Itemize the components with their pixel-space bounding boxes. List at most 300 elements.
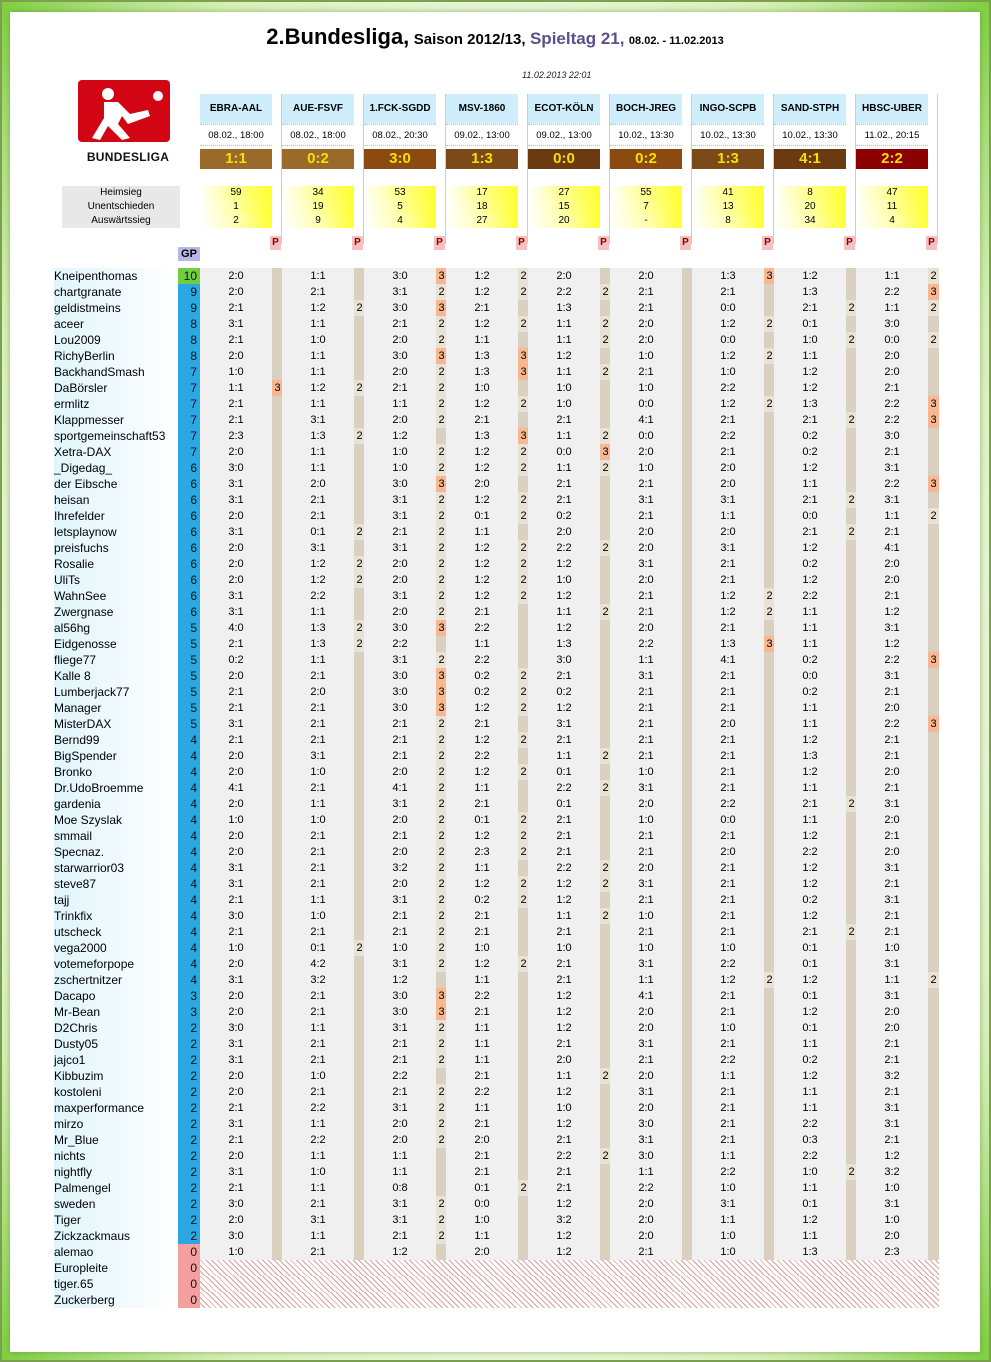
player-name[interactable]: geldistmeins <box>54 301 121 315</box>
player-name[interactable]: Eidgenosse <box>54 637 117 651</box>
tip-cell: 2:2 <box>692 1052 764 1068</box>
player-points: 5 <box>178 716 200 732</box>
tip-cell: 2:0 <box>446 476 518 492</box>
table-row <box>54 1212 939 1228</box>
tip-cell: 1:0 <box>692 1228 764 1244</box>
points-cell: 2 <box>518 844 529 860</box>
tip-cell: 1:3 <box>282 636 354 652</box>
table-row <box>54 924 939 940</box>
stat-label-draw: Unentschieden <box>62 200 180 214</box>
match-code: INGO-SCPB <box>692 94 764 124</box>
player-name[interactable]: nightfly <box>54 1165 93 1179</box>
tip-cell: 1:3 <box>774 1244 846 1260</box>
tip-cell: 2:1 <box>200 1100 272 1116</box>
tip-cell: 2:2 <box>774 1116 846 1132</box>
tip-cell: 2:1 <box>446 1068 518 1084</box>
player-name[interactable]: tiger.65 <box>54 1277 94 1291</box>
points-cell <box>928 908 939 924</box>
player-points: 7 <box>178 412 200 428</box>
points-cell: 2 <box>600 364 611 380</box>
tip-cell: 1:1 <box>282 444 354 460</box>
player-points: 0 <box>178 1292 200 1308</box>
points-cell <box>928 620 939 636</box>
player-name[interactable]: maxperformance <box>54 1101 145 1115</box>
tip-cell: 0:1 <box>774 1020 846 1036</box>
points-cell: 2 <box>436 876 447 892</box>
points-cell <box>928 1196 939 1212</box>
tip-cell: 3:2 <box>364 860 436 876</box>
tip-cell: 1:1 <box>528 1068 600 1084</box>
points-cell: 2 <box>928 268 939 284</box>
tip-cell: 3:2 <box>528 1212 600 1228</box>
match-code: 1.FCK-SGDD <box>364 94 436 124</box>
tip-cell: 2:1 <box>282 1196 354 1212</box>
player-name[interactable]: Manager <box>54 701 102 715</box>
tip-cell: 2:1 <box>610 476 682 492</box>
player-name[interactable]: smmail <box>54 829 92 843</box>
points-cell: 2 <box>436 556 447 572</box>
points-cell: 2 <box>518 396 529 412</box>
points-cell <box>928 764 939 780</box>
player-name[interactable]: steve87 <box>54 877 97 891</box>
table-row <box>54 1260 939 1276</box>
p-column-header: P <box>926 236 937 250</box>
tip-cell: 2:1 <box>446 604 518 620</box>
points-cell: 2 <box>600 876 611 892</box>
tip-cell: 2:1 <box>200 300 272 316</box>
player-name[interactable]: MisterDAX <box>54 717 112 731</box>
player-name[interactable]: chartgranate <box>54 285 122 299</box>
points-cell <box>928 316 939 332</box>
player-points: 5 <box>178 700 200 716</box>
tip-cell: 2:0 <box>282 476 354 492</box>
table-row <box>54 492 939 508</box>
tip-cell: 2:0 <box>856 1004 928 1020</box>
table-row <box>54 764 939 780</box>
tip-cell: 1:1 <box>774 348 846 364</box>
tip-cell: 2:1 <box>692 556 764 572</box>
tip-cell: 1:1 <box>446 972 518 988</box>
player-points: 4 <box>178 924 200 940</box>
tip-cell: 0:1 <box>446 1180 518 1196</box>
tip-cell: 2:1 <box>692 924 764 940</box>
tip-cell: 2:1 <box>282 732 354 748</box>
player-name[interactable]: Europleite <box>54 1261 109 1275</box>
player-name[interactable]: kostoleni <box>54 1085 102 1099</box>
player-name[interactable]: _Digedag_ <box>54 461 113 475</box>
player-name[interactable]: sportgemeinschaft53 <box>54 429 166 443</box>
points-cell: 2 <box>600 860 611 876</box>
tip-cell: 2:2 <box>282 588 354 604</box>
player-name[interactable]: letsplaynow <box>54 525 117 539</box>
tip-cell: 1:2 <box>282 556 354 572</box>
tip-cell: 4:1 <box>610 412 682 428</box>
tip-cell: 2:1 <box>200 892 272 908</box>
player-name[interactable]: Xetra-DAX <box>54 445 112 459</box>
points-cell: 2 <box>436 332 447 348</box>
player-points: 0 <box>178 1244 200 1260</box>
points-cell <box>928 540 939 556</box>
tip-cell: 3:0 <box>364 684 436 700</box>
tip-cell: 1:0 <box>446 1212 518 1228</box>
player-name[interactable]: Klappmesser <box>54 413 125 427</box>
points-cell: 2 <box>518 460 529 476</box>
player-name[interactable]: Lou2009 <box>54 333 101 347</box>
tip-cell: 2:1 <box>282 508 354 524</box>
table-row <box>54 1164 939 1180</box>
tip-cell: 3:1 <box>856 988 928 1004</box>
tip-cell: 2:1 <box>610 684 682 700</box>
points-cell: 2 <box>600 460 611 476</box>
league-title: 2.Bundesliga, <box>266 24 410 49</box>
tip-cell: 2:1 <box>610 748 682 764</box>
match-result: 0:2 <box>282 149 354 169</box>
player-points: 2 <box>178 1212 200 1228</box>
tip-cell: 3:1 <box>856 796 928 812</box>
tip-cell: 2:1 <box>610 284 682 300</box>
player-name[interactable]: Kneipenthomas <box>54 269 138 283</box>
tip-cell: 2:1 <box>774 796 846 812</box>
player-points: 4 <box>178 748 200 764</box>
player-name[interactable]: Mr_Blue <box>54 1133 99 1147</box>
points-cell <box>928 1004 939 1020</box>
points-cell: 2 <box>436 1116 447 1132</box>
tip-cell: 4:1 <box>856 540 928 556</box>
player-name[interactable]: Lumberjack77 <box>54 685 130 699</box>
match-code: HBSC-UBER <box>856 94 928 124</box>
tip-cell: 1:2 <box>528 1020 600 1036</box>
player-points: 4 <box>178 940 200 956</box>
points-cell: 3 <box>928 284 939 300</box>
tip-cell: 2:1 <box>856 524 928 540</box>
empty-tips-hatch <box>200 1292 939 1308</box>
tip-cell: 3:0 <box>856 428 928 444</box>
points-cell: 2 <box>518 444 529 460</box>
player-name[interactable]: Zickzackmaus <box>54 1229 131 1243</box>
header-tab <box>928 94 938 244</box>
stat-cell: 53 <box>364 186 436 200</box>
player-points: 6 <box>178 556 200 572</box>
match-header-8 <box>856 94 928 169</box>
tip-cell: 2:1 <box>856 828 928 844</box>
points-cell: 2 <box>600 780 611 796</box>
tip-cell: 2:0 <box>856 764 928 780</box>
tip-cell: 4:2 <box>282 956 354 972</box>
tip-cell: 2:1 <box>528 668 600 684</box>
p-column-header: P <box>598 236 609 250</box>
tip-cell: 1:3 <box>282 428 354 444</box>
tip-cell: 2:0 <box>856 364 928 380</box>
tip-cell: 2:1 <box>692 748 764 764</box>
stat-cell: 55 <box>610 186 682 200</box>
tip-cell: 3:1 <box>364 492 436 508</box>
points-cell <box>928 1100 939 1116</box>
tip-cell: 1:2 <box>528 1196 600 1212</box>
tip-cell: 1:2 <box>774 1068 846 1084</box>
player-name[interactable]: jajco1 <box>54 1053 86 1067</box>
tip-cell: 1:1 <box>856 972 928 988</box>
tip-cell: 3:0 <box>528 652 600 668</box>
player-name[interactable]: DaBörsler <box>54 381 108 395</box>
player-name[interactable]: nichts <box>54 1149 86 1163</box>
player-name[interactable]: Bernd99 <box>54 733 100 747</box>
tip-cell: 2:0 <box>528 524 600 540</box>
tip-cell: 3:1 <box>364 1196 436 1212</box>
player-name[interactable]: utscheck <box>54 925 102 939</box>
tip-cell: 1:0 <box>282 1068 354 1084</box>
player-name[interactable]: gardenia <box>54 797 101 811</box>
player-name[interactable]: Dr.UdoBroemme <box>54 781 144 795</box>
points-cell <box>928 956 939 972</box>
tip-cell: 1:1 <box>446 332 518 348</box>
stat-cell: 7 <box>610 200 682 214</box>
p-column-header: P <box>680 236 691 250</box>
stat-cell: 17 <box>446 186 518 200</box>
tip-cell: 2:1 <box>200 332 272 348</box>
tip-cell: 2:1 <box>856 732 928 748</box>
player-name[interactable]: D2Chris <box>54 1021 98 1035</box>
match-datetime: 09.02., 13:00 <box>446 124 518 146</box>
player-name[interactable]: Tiger <box>54 1213 81 1227</box>
tip-cell: 1:0 <box>610 812 682 828</box>
tip-cell: 1:1 <box>282 348 354 364</box>
player-name[interactable]: Palmengel <box>54 1181 111 1195</box>
player-name[interactable]: fliege77 <box>54 653 97 667</box>
tip-cell: 2:1 <box>774 300 846 316</box>
points-cell: 2 <box>436 572 447 588</box>
tip-cell: 2:1 <box>692 284 764 300</box>
tip-cell: 2:0 <box>200 1004 272 1020</box>
tip-cell: 2:1 <box>774 524 846 540</box>
player-name[interactable]: Zuckerberg <box>54 1293 115 1307</box>
tip-cell: 2:2 <box>856 396 928 412</box>
stat-cell: 20 <box>528 214 600 228</box>
tip-cell: 3:1 <box>364 892 436 908</box>
points-cell: 2 <box>436 524 447 540</box>
table-row <box>54 1244 939 1260</box>
tip-cell: 1:0 <box>282 1164 354 1180</box>
tip-cell: 2:1 <box>774 924 846 940</box>
points-cell: 2 <box>928 972 939 988</box>
tip-cell: 1:2 <box>528 1004 600 1020</box>
tip-cell: 1:3 <box>446 348 518 364</box>
player-name[interactable]: ermlitz <box>54 397 90 411</box>
player-points: 4 <box>178 828 200 844</box>
player-points: 6 <box>178 508 200 524</box>
match-datetime: 09.02., 13:00 <box>528 124 600 146</box>
tip-cell: 1:1 <box>774 620 846 636</box>
tip-cell: 1:2 <box>692 316 764 332</box>
points-cell: 3 <box>764 268 775 284</box>
player-name[interactable]: al56hg <box>54 621 91 635</box>
tip-cell: 1:2 <box>692 396 764 412</box>
player-points: 5 <box>178 652 200 668</box>
tip-cell: 2:1 <box>856 1052 928 1068</box>
table-row <box>54 908 939 924</box>
player-name[interactable]: Dusty05 <box>54 1037 99 1051</box>
stat-cell: 8 <box>692 214 764 228</box>
tip-cell: 1:2 <box>446 316 518 332</box>
tip-cell: 3:1 <box>364 540 436 556</box>
points-cell: 2 <box>436 1052 447 1068</box>
tip-cell: 2:1 <box>610 732 682 748</box>
points-cell: 2 <box>518 892 529 908</box>
tip-cell: 3:1 <box>692 492 764 508</box>
tip-cell: 0:2 <box>446 668 518 684</box>
tip-cell: 3:1 <box>856 620 928 636</box>
tip-cell: 2:1 <box>856 380 928 396</box>
match-header-4 <box>528 94 600 169</box>
tip-cell: 1:2 <box>446 732 518 748</box>
tip-cell: 2:0 <box>200 844 272 860</box>
player-name[interactable]: zschertnitzer <box>54 973 123 987</box>
player-name[interactable]: alemao <box>54 1245 94 1259</box>
match-code: MSV-1860 <box>446 94 518 124</box>
tip-cell: 3:1 <box>364 284 436 300</box>
player-name[interactable]: BackhandSmash <box>54 365 145 379</box>
tip-cell: 2:1 <box>446 1164 518 1180</box>
tip-cell: 1:2 <box>446 556 518 572</box>
player-name[interactable]: mirzo <box>54 1117 84 1131</box>
player-name[interactable]: Specnaz. <box>54 845 105 859</box>
player-name[interactable]: RichyBerlin <box>54 349 115 363</box>
tip-cell: 1:1 <box>528 908 600 924</box>
table-row <box>54 1100 939 1116</box>
tip-cell: 2:1 <box>364 316 436 332</box>
table-row <box>54 524 939 540</box>
tip-cell: 2:0 <box>610 316 682 332</box>
player-points: 2 <box>178 1164 200 1180</box>
tip-cell: 3:1 <box>856 1196 928 1212</box>
player-name[interactable]: Ihrefelder <box>54 509 105 523</box>
player-name[interactable]: Zwergnase <box>54 605 114 619</box>
tip-cell: 3:1 <box>282 1212 354 1228</box>
tip-cell: 2:2 <box>528 1148 600 1164</box>
points-cell <box>928 588 939 604</box>
tip-cell: 2:1 <box>528 412 600 428</box>
points-cell <box>928 604 939 620</box>
player-name[interactable]: Dacapo <box>54 989 96 1003</box>
tip-cell: 0:2 <box>774 1052 846 1068</box>
tip-cell: 3:0 <box>200 1196 272 1212</box>
tip-cell: 2:0 <box>856 348 928 364</box>
tip-cell: 1:1 <box>692 1068 764 1084</box>
tip-cell: 1:1 <box>610 972 682 988</box>
player-name[interactable]: Rosalie <box>54 557 95 571</box>
tip-cell: 1:2 <box>282 380 354 396</box>
tip-cell: 2:2 <box>528 860 600 876</box>
player-name[interactable]: vega2000 <box>54 941 107 955</box>
standings-sheet <box>10 12 980 1352</box>
player-name[interactable]: votemeforpope <box>54 957 135 971</box>
tip-cell: 2:0 <box>610 1068 682 1084</box>
p-column-header: P <box>844 236 855 250</box>
player-name[interactable]: WahnSee <box>54 589 107 603</box>
table-row <box>54 460 939 476</box>
tip-cell: 2:0 <box>200 268 272 284</box>
player-name[interactable]: heisan <box>54 493 90 507</box>
tip-cell: 2:0 <box>200 748 272 764</box>
player-name[interactable]: sweden <box>54 1197 96 1211</box>
tip-cell: 1:2 <box>774 364 846 380</box>
points-cell: 2 <box>518 684 529 700</box>
tip-cell: 1:0 <box>692 364 764 380</box>
points-cell: 2 <box>436 1228 447 1244</box>
player-name[interactable]: Mr-Bean <box>54 1005 101 1019</box>
tip-cell: 3:1 <box>364 1100 436 1116</box>
points-cell <box>928 876 939 892</box>
tip-cell: 2:2 <box>364 636 436 652</box>
tip-cell: 2:1 <box>692 1084 764 1100</box>
tip-cell: 2:1 <box>446 716 518 732</box>
tip-cell: 2:2 <box>856 412 928 428</box>
tip-cell: 2:0 <box>200 988 272 1004</box>
player-name[interactable]: Kibbuzim <box>54 1069 104 1083</box>
player-name[interactable]: Bronko <box>54 765 93 779</box>
table-row <box>54 332 939 348</box>
points-cell <box>928 556 939 572</box>
tip-cell: 1:1 <box>364 1164 436 1180</box>
tip-cell: 1:2 <box>774 380 846 396</box>
table-row <box>54 428 939 444</box>
tip-cell: 3:1 <box>200 316 272 332</box>
player-name[interactable]: tajj <box>54 893 70 907</box>
player-name[interactable]: Trinkfix <box>54 909 93 923</box>
player-silhouette-icon <box>78 80 170 142</box>
table-row <box>54 556 939 572</box>
tip-cell: 1:1 <box>528 748 600 764</box>
player-name[interactable]: aceer <box>54 317 85 331</box>
points-cell: 2 <box>518 540 529 556</box>
tip-cell: 1:0 <box>200 812 272 828</box>
tip-cell: 2:1 <box>282 1052 354 1068</box>
player-name[interactable]: starwarrior03 <box>54 861 125 875</box>
match-header-1 <box>282 94 354 169</box>
tip-cell: 1:1 <box>446 1036 518 1052</box>
tip-cell: 1:1 <box>364 396 436 412</box>
player-name[interactable]: Moe Szyslak <box>54 813 123 827</box>
player-name[interactable]: BigSpender <box>54 749 117 763</box>
tip-cell: 2:1 <box>364 1228 436 1244</box>
player-name[interactable]: der Eibsche <box>54 477 118 491</box>
table-row <box>54 876 939 892</box>
table-row <box>54 892 939 908</box>
player-name[interactable]: preisfuchs <box>54 541 109 555</box>
tip-cell: 1:1 <box>446 1100 518 1116</box>
tip-cell: 3:1 <box>856 956 928 972</box>
player-name[interactable]: Kalle 8 <box>54 669 91 683</box>
tip-cell: 0:1 <box>282 524 354 540</box>
tip-cell: 2:0 <box>446 1132 518 1148</box>
tip-cell: 2:1 <box>446 1004 518 1020</box>
tip-cell: 1:0 <box>364 460 436 476</box>
tip-cell: 2:0 <box>200 828 272 844</box>
table-row <box>54 1276 939 1292</box>
table-row <box>54 572 939 588</box>
tip-cell: 2:0 <box>610 860 682 876</box>
tip-cell: 2:1 <box>692 1004 764 1020</box>
points-cell: 3 <box>436 476 447 492</box>
player-points: 6 <box>178 572 200 588</box>
tip-cell: 1:0 <box>364 444 436 460</box>
points-cell: 2 <box>518 556 529 572</box>
tip-cell: 3:1 <box>200 524 272 540</box>
tip-cell: 2:2 <box>774 588 846 604</box>
player-name[interactable]: UliTs <box>54 573 80 587</box>
tip-cell: 2:1 <box>774 412 846 428</box>
tip-cell: 2:0 <box>200 444 272 460</box>
points-cell <box>928 844 939 860</box>
